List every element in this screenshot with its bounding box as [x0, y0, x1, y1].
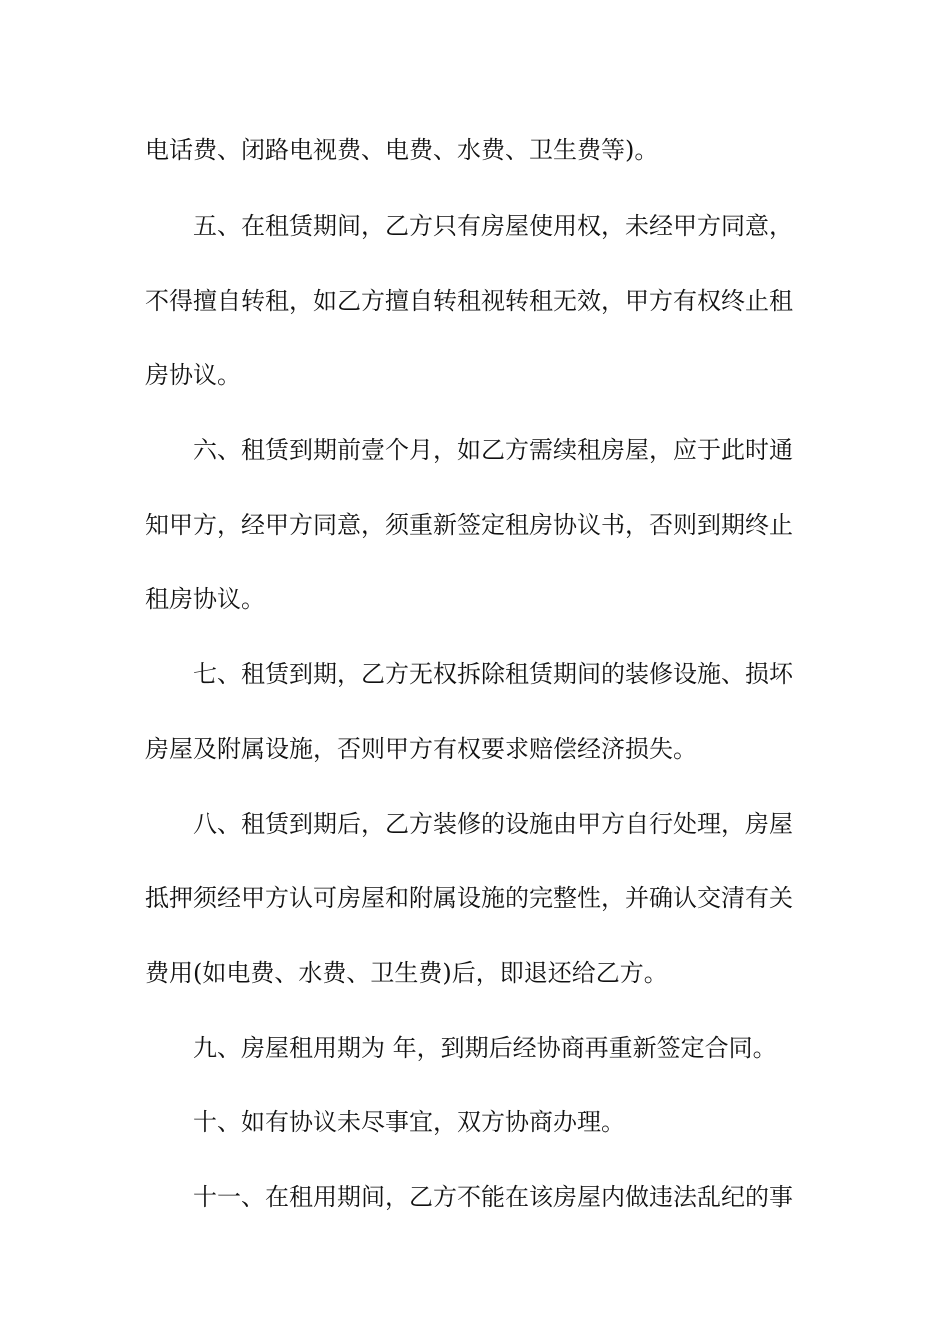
text-line: 十、如有协议未尽事宜，双方协商办理。	[193, 1108, 625, 1136]
text-line: 房协议。	[145, 361, 241, 389]
text-line: 费用(如电费、水费、卫生费)后，即退还给乙方。	[145, 959, 668, 987]
text-line: 七、租赁到期，乙方无权拆除租赁期间的装修设施、损坏	[193, 660, 793, 688]
text-line: 八、租赁到期后，乙方装修的设施由甲方自行处理，房屋	[193, 810, 793, 838]
text-line: 五、在租赁期间，乙方只有房屋使用权，未经甲方同意，	[193, 212, 793, 240]
text-line: 房屋及附属设施，否则甲方有权要求赔偿经济损失。	[145, 735, 697, 763]
text-line: 电话费、闭路电视费、电费、水费、卫生费等)。	[145, 136, 659, 164]
text-line: 知甲方，经甲方同意，须重新签定租房协议书，否则到期终止	[145, 511, 793, 539]
text-line: 不得擅自转租，如乙方擅自转租视转租无效，甲方有权终止租	[145, 287, 793, 315]
text-line: 十一、在租用期间，乙方不能在该房屋内做违法乱纪的事	[193, 1183, 793, 1211]
text-line: 抵押须经甲方认可房屋和附属设施的完整性，并确认交清有关	[145, 884, 793, 912]
text-line: 六、租赁到期前壹个月，如乙方需续租房屋，应于此时通	[193, 436, 793, 464]
text-line: 九、房屋租用期为 年，到期后经协商再重新签定合同。	[193, 1034, 777, 1062]
text-line: 租房协议。	[145, 585, 265, 613]
